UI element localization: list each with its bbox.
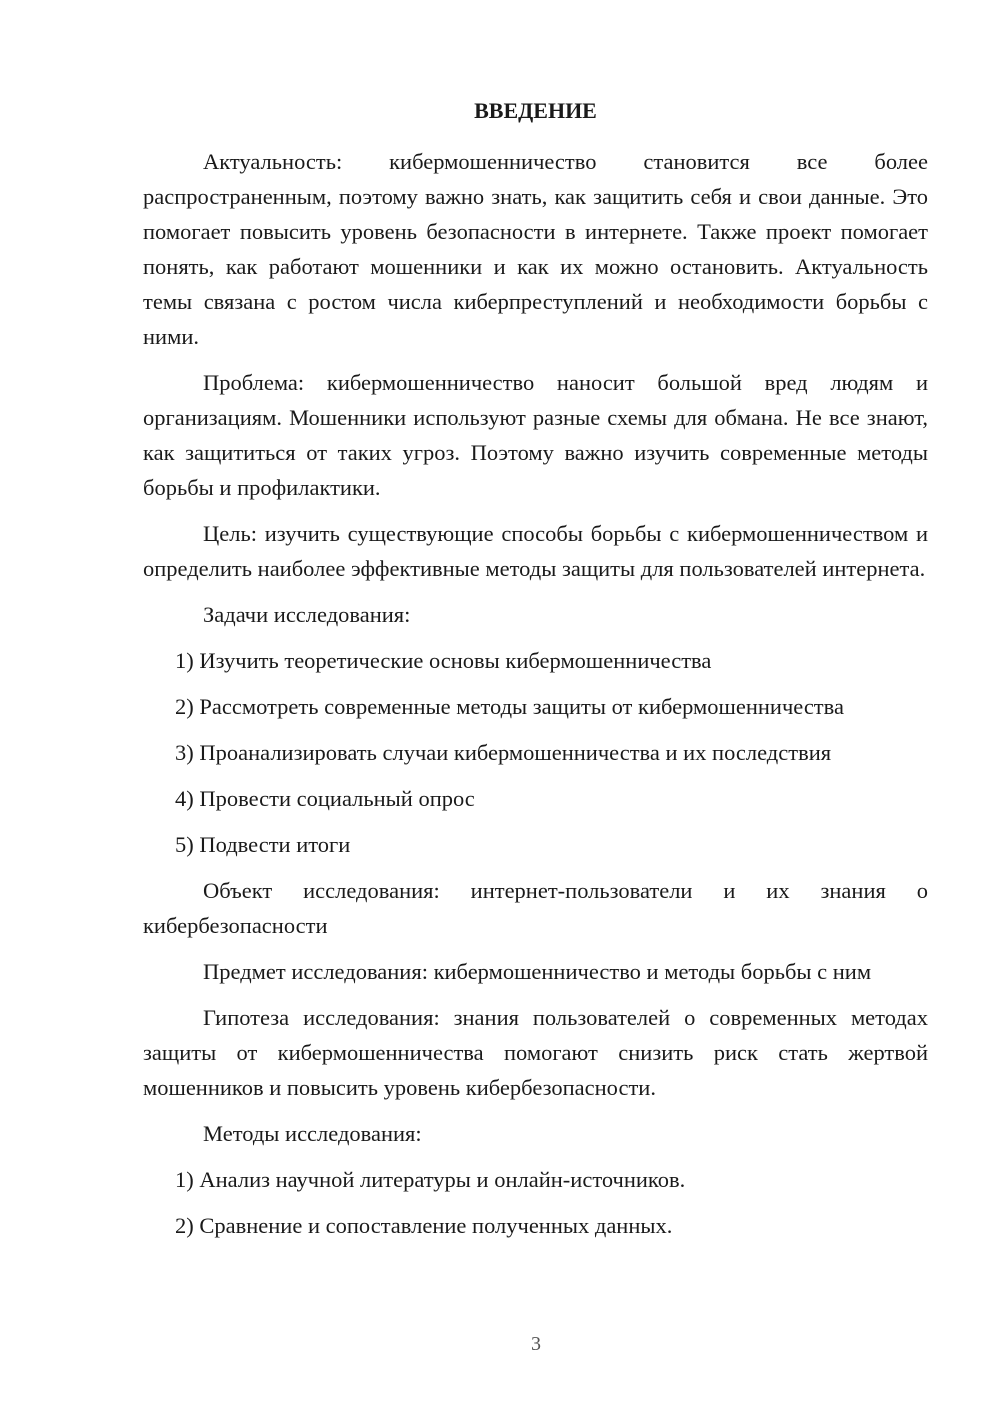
methods-list (143, 1162, 928, 1243)
list-item: 4) Провести социальный опрос (175, 786, 475, 811)
page-number: 3 (531, 1333, 541, 1355)
list-item: 3) Проанализировать случаи кибермошенничества и их последствия (175, 740, 832, 765)
tasks-heading: Задачи исследования: (203, 602, 411, 627)
object-paragraph: Объект исследования: интернет-пользователи и их знания о кибербезопасности (143, 878, 928, 938)
list-item: 2) Рассмотреть современные методы защиты от кибермошенничества (175, 694, 844, 719)
document-body (143, 96, 928, 1254)
relevance-paragraph: Актуальность: кибермошенничество становится все более распространенным, поэтому важно знать, как защитить себя и свои данные. Это помогает повысить уровень безопасности в интернете. Также проект помогает понять, как работают мошенники и как их можно остановить. Актуальность темы связана с ростом числа киберпреступлений и необходимости борьбы с ними. (143, 149, 928, 349)
tasks-list (143, 643, 928, 862)
methods-heading: Методы исследования: (203, 1121, 422, 1146)
list-item: 2) Сравнение и сопоставление полученных данных. (175, 1213, 673, 1238)
list-item: 1) Изучить теоретические основы кибермошенничества (175, 648, 712, 673)
list-item: 1) Анализ научной литературы и онлайн-источников. (175, 1167, 686, 1192)
page-title: ВВЕДЕНИЕ (474, 98, 597, 123)
list-item: 5) Подвести итоги (175, 832, 351, 857)
hypothesis-paragraph: Гипотеза исследования: знания пользователей о современных методах защиты от кибермошенничества помогают снизить риск стать жертвой мошенников и повысить уровень кибербезопасности. (143, 1005, 928, 1100)
subject-paragraph: Предмет исследования: кибермошенничество и методы борьбы с ним (203, 959, 872, 984)
goal-paragraph: Цель: изучить существующие способы борьбы с кибермошенничеством и определить наиболее эффективные методы защиты для пользователей интернета. (143, 521, 928, 581)
problem-paragraph: Проблема: кибермошенничество наносит большой вред людям и организациям. Мошенники используют разные схемы для обмана. Не все знают, как защититься от таких угроз. Поэтому важно изучить современные методы борьбы и профилактики. (143, 370, 928, 500)
